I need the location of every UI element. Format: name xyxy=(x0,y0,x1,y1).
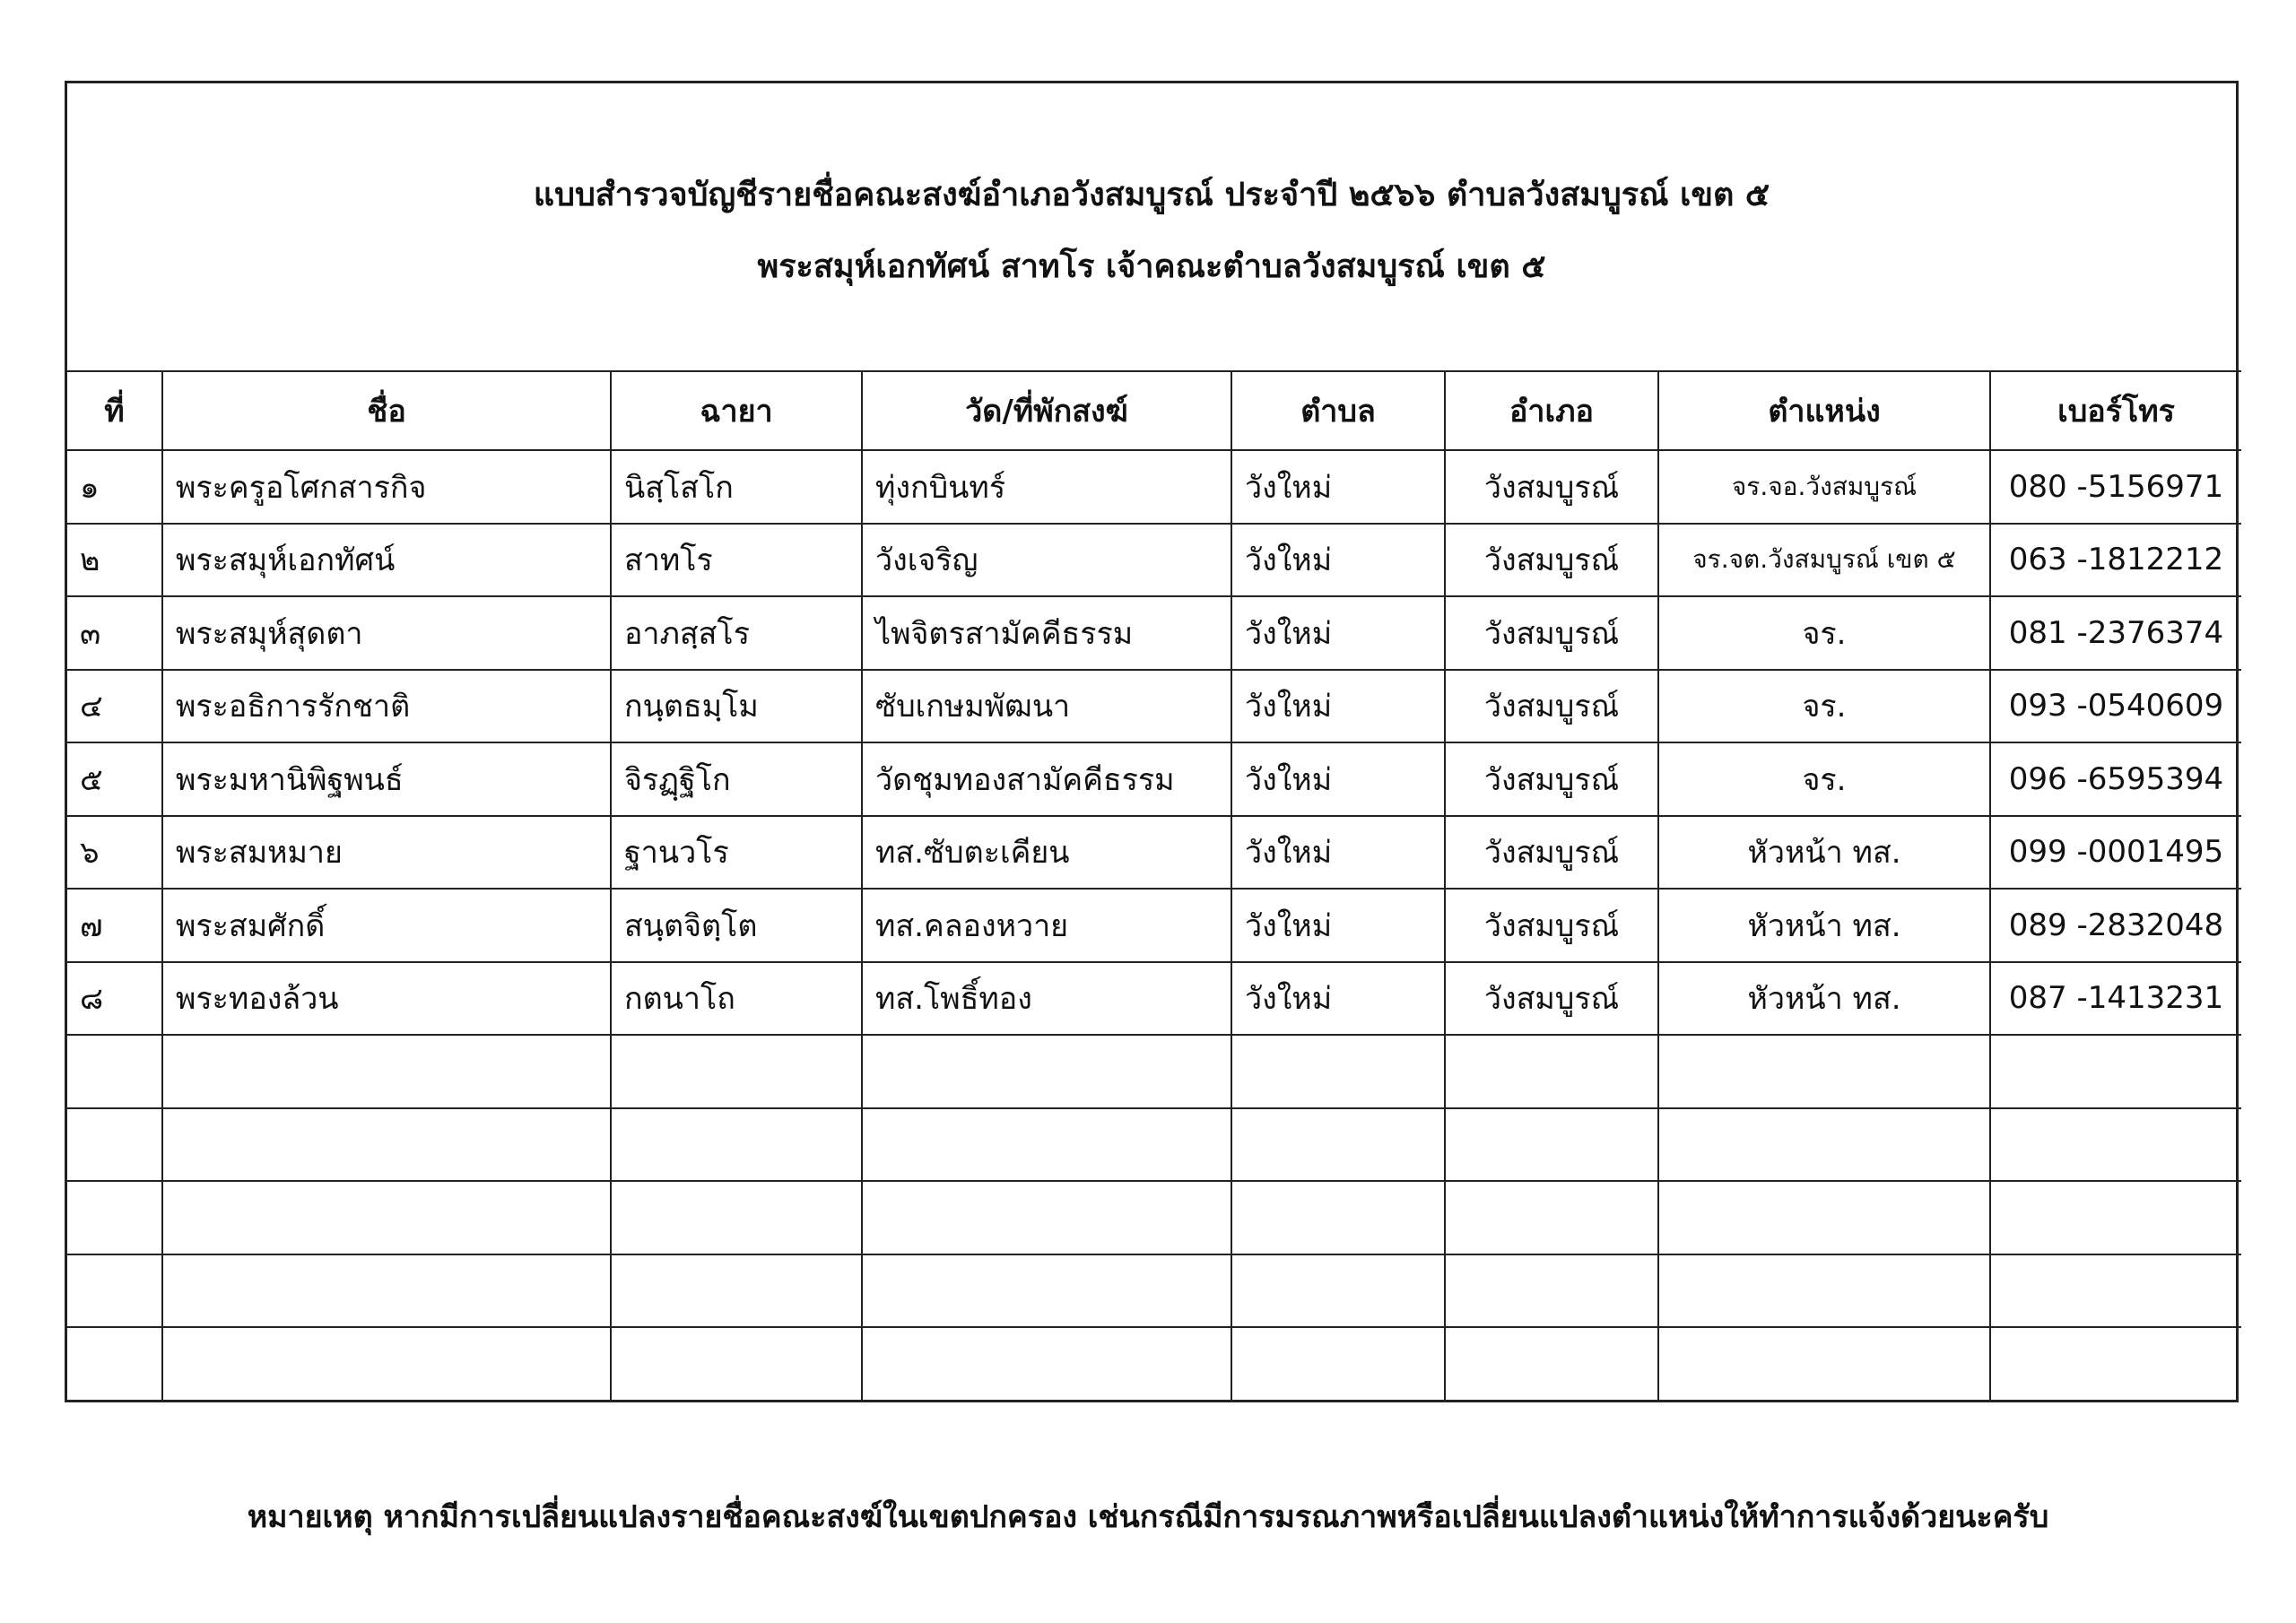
form-subtitle: พระสมุห์เอกทัศน์ สาทโร เจ้าคณะตำบลวังสมบูรณ์ เขต ๕ xyxy=(757,248,1546,285)
cell-phone: 081 -2376374 xyxy=(1990,596,2241,670)
empty-cell xyxy=(1231,1035,1445,1108)
col-header-wat: วัด/ที่พักสงฆ์ xyxy=(862,371,1231,450)
cell-amphoe: วังสมบูรณ์ xyxy=(1445,962,1658,1036)
empty-cell xyxy=(1990,1254,2241,1328)
cell-tambon: วังใหม่ xyxy=(1231,450,1445,524)
cell-tambon: วังใหม่ xyxy=(1231,742,1445,816)
cell-chaya: จิรฏฺฐิโก xyxy=(611,742,862,816)
empty-cell xyxy=(1445,1181,1658,1254)
cell-chaya: สนฺตจิตฺโต xyxy=(611,889,862,962)
cell-amphoe: วังสมบูรณ์ xyxy=(1445,524,1658,597)
cell-chaya: อาภสฺสโร xyxy=(611,596,862,670)
cell-name: พระสมุห์เอกทัศน์ xyxy=(162,524,611,597)
form-header xyxy=(67,83,2236,370)
empty-cell xyxy=(1231,1254,1445,1328)
cell-chaya: กตนาโถ xyxy=(611,962,862,1036)
table-header-row xyxy=(67,371,2241,450)
cell-phone: 063 -1812212 xyxy=(1990,524,2241,597)
cell-tambon: วังใหม่ xyxy=(1231,524,1445,597)
empty-cell xyxy=(67,1327,162,1401)
cell-phone: 099 -0001495 xyxy=(1990,816,2241,890)
cell-position: จร. xyxy=(1658,596,1990,670)
cell-wat: วัดชุมทองสามัคคีธรรม xyxy=(862,742,1231,816)
cell-name: พระสมศักดิ์ xyxy=(162,889,611,962)
cell-amphoe: วังสมบูรณ์ xyxy=(1445,670,1658,743)
cell-position: จร. xyxy=(1658,670,1990,743)
cell-no: ๓ xyxy=(67,596,162,670)
empty-cell xyxy=(862,1327,1231,1401)
empty-cell xyxy=(162,1108,611,1182)
empty-cell xyxy=(162,1327,611,1401)
cell-chaya: ฐานวโร xyxy=(611,816,862,890)
table-row xyxy=(67,816,2241,890)
empty-cell xyxy=(1658,1327,1990,1401)
empty-cell xyxy=(67,1181,162,1254)
empty-table-row xyxy=(67,1108,2241,1182)
empty-cell xyxy=(1445,1035,1658,1108)
empty-table-row xyxy=(67,1181,2241,1254)
cell-tambon: วังใหม่ xyxy=(1231,670,1445,743)
cell-phone: 089 -2832048 xyxy=(1990,889,2241,962)
empty-table-row xyxy=(67,1254,2241,1328)
cell-chaya: สาทโร xyxy=(611,524,862,597)
cell-phone: 093 -0540609 xyxy=(1990,670,2241,743)
empty-cell xyxy=(1990,1108,2241,1182)
empty-cell xyxy=(162,1035,611,1108)
table-body xyxy=(67,450,2241,1401)
empty-cell xyxy=(1658,1108,1990,1182)
empty-cell xyxy=(1658,1254,1990,1328)
empty-cell xyxy=(611,1327,862,1401)
cell-name: พระสมุห์สุดตา xyxy=(162,596,611,670)
table-row xyxy=(67,742,2241,816)
cell-no: ๘ xyxy=(67,962,162,1036)
cell-position: จร.จต.วังสมบูรณ์ เขต ๕ xyxy=(1658,524,1990,597)
cell-phone: 080 -5156971 xyxy=(1990,450,2241,524)
col-header-amphoe: อำเภอ xyxy=(1445,371,1658,450)
empty-cell xyxy=(67,1254,162,1328)
empty-cell xyxy=(1445,1254,1658,1328)
cell-amphoe: วังสมบูรณ์ xyxy=(1445,889,1658,962)
col-header-chaya: ฉายา xyxy=(611,371,862,450)
empty-cell xyxy=(862,1108,1231,1182)
empty-cell xyxy=(611,1108,862,1182)
cell-wat: ทส.คลองหวาย xyxy=(862,889,1231,962)
table-row xyxy=(67,889,2241,962)
cell-position: หัวหน้า ทส. xyxy=(1658,816,1990,890)
cell-position: จร.จอ.วังสมบูรณ์ xyxy=(1658,450,1990,524)
empty-cell xyxy=(1231,1327,1445,1401)
cell-name: พระอธิการรักชาติ xyxy=(162,670,611,743)
cell-tambon: วังใหม่ xyxy=(1231,889,1445,962)
empty-cell xyxy=(162,1181,611,1254)
table-row xyxy=(67,670,2241,743)
empty-table-row xyxy=(67,1035,2241,1108)
cell-name: พระครูอโศกสารกิจ xyxy=(162,450,611,524)
survey-form xyxy=(65,81,2239,1402)
cell-phone: 096 -6595394 xyxy=(1990,742,2241,816)
cell-wat: ทุ่งกบินทร์ xyxy=(862,450,1231,524)
cell-tambon: วังใหม่ xyxy=(1231,962,1445,1036)
cell-phone: 087 -1413231 xyxy=(1990,962,2241,1036)
table-row xyxy=(67,524,2241,597)
empty-cell xyxy=(1231,1108,1445,1182)
cell-amphoe: วังสมบูรณ์ xyxy=(1445,742,1658,816)
empty-cell xyxy=(162,1254,611,1328)
cell-chaya: นิสฺโสโก xyxy=(611,450,862,524)
cell-name: พระทองล้วน xyxy=(162,962,611,1036)
table-row xyxy=(67,596,2241,670)
cell-tambon: วังใหม่ xyxy=(1231,816,1445,890)
cell-amphoe: วังสมบูรณ์ xyxy=(1445,816,1658,890)
col-header-name: ชื่อ xyxy=(162,371,611,450)
cell-position: จร. xyxy=(1658,742,1990,816)
cell-chaya: กนฺตธมฺโม xyxy=(611,670,862,743)
empty-cell xyxy=(67,1035,162,1108)
cell-wat: ไพจิตรสามัคคีธรรม xyxy=(862,596,1231,670)
cell-no: ๕ xyxy=(67,742,162,816)
form-title: แบบสำรวจบัญชีรายชื่อคณะสงฆ์อำเภอวังสมบูรณ์ ประจำปี ๒๕๖๖ ตำบลวังสมบูรณ์ เขต ๕ xyxy=(533,177,1770,213)
col-header-position: ตำแหน่ง xyxy=(1658,371,1990,450)
empty-cell xyxy=(611,1181,862,1254)
cell-amphoe: วังสมบูรณ์ xyxy=(1445,450,1658,524)
empty-cell xyxy=(1658,1035,1990,1108)
empty-cell xyxy=(1990,1181,2241,1254)
monk-roster-table xyxy=(67,370,2241,1401)
empty-cell xyxy=(611,1035,862,1108)
empty-cell xyxy=(1990,1035,2241,1108)
cell-name: พระมหานิพิฐพนธ์ xyxy=(162,742,611,816)
empty-cell xyxy=(862,1035,1231,1108)
empty-cell xyxy=(1445,1327,1658,1401)
cell-tambon: วังใหม่ xyxy=(1231,596,1445,670)
empty-table-row xyxy=(67,1327,2241,1401)
empty-cell xyxy=(1658,1181,1990,1254)
cell-wat: ทส.ซับตะเคียน xyxy=(862,816,1231,890)
table-row xyxy=(67,962,2241,1036)
cell-no: ๗ xyxy=(67,889,162,962)
cell-no: ๑ xyxy=(67,450,162,524)
empty-cell xyxy=(1445,1108,1658,1182)
footnote: หมายเหตุ หากมีการเปลี่ยนแปลงรายชื่อคณะสงฆ์ในเขตปกครอง เช่นกรณีมีการมรณภาพหรือเปลี่ยนแปลงตำแหน่งให้ทำการแจ้งด้วยนะครับ xyxy=(247,1499,2049,1535)
cell-position: หัวหน้า ทส. xyxy=(1658,889,1990,962)
col-header-no: ที่ xyxy=(67,371,162,450)
empty-cell xyxy=(1231,1181,1445,1254)
empty-cell xyxy=(862,1181,1231,1254)
cell-name: พระสมหมาย xyxy=(162,816,611,890)
cell-no: ๖ xyxy=(67,816,162,890)
cell-no: ๔ xyxy=(67,670,162,743)
cell-wat: วังเจริญ xyxy=(862,524,1231,597)
col-header-tambon: ตำบล xyxy=(1231,371,1445,450)
cell-amphoe: วังสมบูรณ์ xyxy=(1445,596,1658,670)
empty-cell xyxy=(611,1254,862,1328)
empty-cell xyxy=(67,1108,162,1182)
cell-wat: ซับเกษมพัฒนา xyxy=(862,670,1231,743)
cell-position: หัวหน้า ทส. xyxy=(1658,962,1990,1036)
cell-no: ๒ xyxy=(67,524,162,597)
cell-wat: ทส.โพธิ์ทอง xyxy=(862,962,1231,1036)
empty-cell xyxy=(1990,1327,2241,1401)
empty-cell xyxy=(862,1254,1231,1328)
table-row xyxy=(67,450,2241,524)
col-header-phone: เบอร์โทร xyxy=(1990,371,2241,450)
